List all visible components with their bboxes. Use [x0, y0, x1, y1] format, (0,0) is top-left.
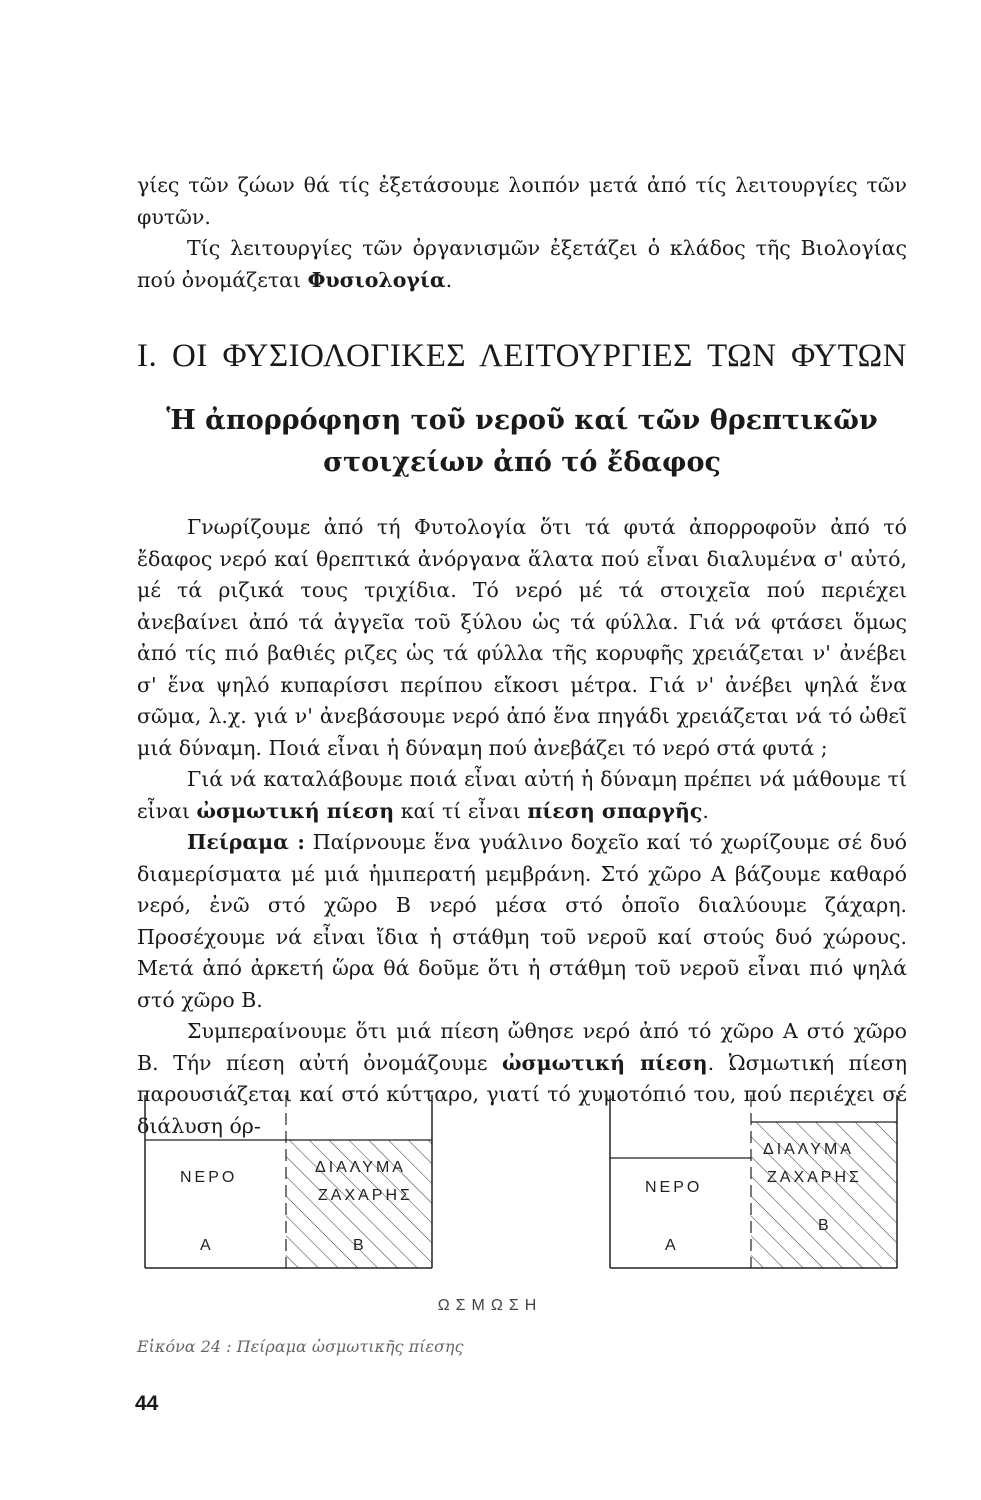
solution-label-line-2: ΖΑΧΑΡΗΣ [318, 1187, 413, 1204]
suction-pressure-term: πίεση σπαργῆς [527, 798, 703, 823]
osmosis-label: ΩΣΜΩΣΗ [437, 1297, 543, 1314]
p2-start: Γιά νά καταλάβουμε ποιά εἶναι αὐτή ἡ δύναμη πρέπει νά μάθουμε τί εἶναι [137, 767, 907, 823]
paragraph-2 [137, 764, 907, 827]
page-number: 44 [135, 1392, 159, 1415]
osmotic-pressure-term: ὠσμωτική πίεση [196, 798, 395, 823]
figure-caption: Εἰκόνα 24 : Πείραμα ὠσμωτικῆς πίεσης [137, 1337, 464, 1356]
water-label: ΝΕΡΟ [180, 1169, 238, 1186]
body-text [137, 512, 907, 1142]
section-title: Ἡ ἀπορρόφηση τοῦ νεροῦ καί τῶν θρεπτικῶν στοιχείων ἀπό τό ἔδαφος [166, 405, 878, 478]
solution-label-line-2: ΖΑΧΑΡΗΣ [767, 1169, 862, 1186]
physiology-term: Φυσιολογία [307, 267, 446, 292]
solution-label-line-1: ΔΙΑΛΥΜΑ [763, 1141, 854, 1158]
label-a: Α [200, 1237, 214, 1254]
p4-start: Συμπεραίνουμε ὅτι μιά πίεση ὤθησε νερό ἀπό τό χῶρο Α στό χῶρο Β. Τήν πίεση αὐτή ὀνομάζουμε [137, 1019, 907, 1075]
intro-line-2 [137, 233, 907, 296]
label-b: Β [818, 1217, 832, 1234]
label-a: Α [665, 1237, 679, 1254]
water-label: ΝΕΡΟ [645, 1179, 703, 1196]
p2-middle: καί τί εἶναι [394, 798, 528, 823]
p4-end: . Ὠσμωτική πίεση παρουσιάζεται καί στό κύτταρο, γιατί τό χυμοτόπιό του, πού περιέχει σέ διάλυση όρ- [137, 1050, 907, 1138]
paragraph-1: Γνωρίζουμε ἀπό τή Φυτολογία ὅτι τά φυτά ἀπορροφοῦν ἀπό τό ἔδαφος νερό καί θρεπτικά ἀνόργανα ἅλατα πού εἶναι διαλυμένα σ' αὐτό, μέ τά ριζικά τους τριχίδια. Τό νερό μέ τά στοιχεῖα πού περιέχει ἀνεβαίνει ἀπό τά ἀγγεῖα τοῦ ξύλου ὡς τά φύλλα. Γιά νά φτάσει ὅμως ἀπό τίς πιό βαθιές ριζες ὡς τά φύλλα τῆς κορυφῆς χρειάζεται ν' ἀνέβει σ' ἕνα ψηλό κυπαρίσσι περίπου εἴκοσι μέτρα. Γιά ν' ἀνέβει ψηλά ἕνα σῶμα, λ.χ. γιά ν' ἀνεβάσουμε νερό ἀπό ἕνα πηγάδι χρειάζεται νά τό ὠθεῖ μιά δύναμη. Ποιά εἶναι ἡ δύναμη πού ἀνεβάζει τό νερό στά φυτά ; [137, 515, 907, 760]
paragraph-3 [137, 827, 907, 1016]
intro-period: . [445, 267, 453, 292]
p2-end: . [702, 798, 709, 823]
p3-text: Παίρνουμε ἕνα γυάλινο δοχεῖο καί τό χωρίζουμε σέ δυό διαμερίσματα μέ μιά ἡμιπερατή μεμβράνη. Στό χῶρο Α βάζουμε καθαρό νερό, ἐνῶ στό χῶρο Β νερό μέσα στό ὁποῖο διαλύουμε ζάχαρη. Προσέχουμε νά εἶναι ἴδια ἡ στάθμη τοῦ νεροῦ καί στούς δυό χώρους. Μετά ἀπό ἀρκετή ὥρα θά δοῦμε ὅτι ἡ στάθμη τοῦ νεροῦ εἶναι πιό ψηλά στό χῶρο Β. [137, 830, 907, 1012]
solution-label-line-1: ΔΙΑΛΥΜΑ [315, 1159, 406, 1176]
intro-line-2-text: Τίς λειτουργίες τῶν ὀργανισμῶν ἐξετάζει ὁ κλάδος τῆς Βιολογίας πού ὀνομάζεται [137, 236, 907, 292]
chapter-title: I. ΟΙ ΦΥΣΙΟΛΟΓΙΚΕΣ ΛΕΙΤΟΥΡΓΙΕΣ ΤΩΝ ΦΥΤΩΝ [137, 338, 907, 374]
intro-text [137, 170, 907, 296]
osmosis-diagram-after [605, 1090, 900, 1280]
experiment-label: Πείραμα : [187, 830, 305, 854]
osmosis-diagram-before [140, 1090, 435, 1280]
intro-line-1: γίες τῶν ζώων θά τίς ἐξετάσουμε λοιπόν μετά ἀπό τίς λειτουργίες τῶν φυτῶν. [137, 173, 907, 229]
label-b: Β [353, 1237, 367, 1254]
osmotic-pressure-term-2: ὠσμωτική πίεση [501, 1050, 708, 1075]
